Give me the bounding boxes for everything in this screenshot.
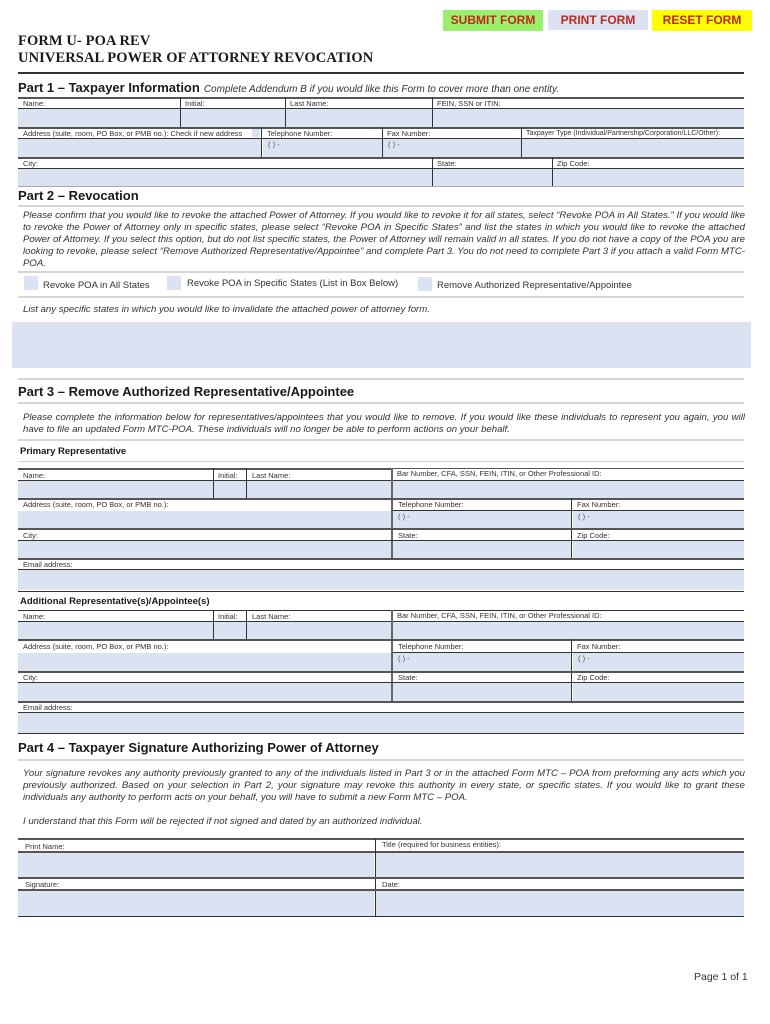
revoke-specific-states-checkbox[interactable]	[167, 276, 181, 290]
taxpayer-address-input[interactable]	[18, 139, 261, 157]
additional-fax-input[interactable]: ( ) -	[573, 653, 744, 671]
part2-instructions: Please confirm that you would like to revoke the attached Power of Attorney. If you would like to revoke it for all states, select “Revoke POA in All States.” If you would like to revoke the Power of Attorney only in specific states, please select “Revoke POA in Specific States” and list the states in which you would like to revoke the attached Power of Attorney. If you select this option, but do not list specific states, the Power of Attorney will remain valid in all states. If you do not have a copy of the POA you are looking to revoke, please select “Remove Authorized Representative/Appointee” and complete Part 3. You do not need to complete Part 3 if you attach a valid Form MTC-POA.	[23, 210, 745, 269]
zip-label: Zip Code:	[572, 531, 744, 541]
fax-label: Fax Number:	[572, 642, 744, 652]
primary-initial-input[interactable]	[214, 481, 246, 498]
part2-title: Part 2 – Revocation	[18, 188, 139, 203]
additional-initial-input[interactable]	[214, 622, 246, 639]
part3-instructions: Please complete the information below for representatives/appointees that you would like to remove. If you would like these individuals to represent you again, you will have to file an updated Form MTC-POA. These individuals will no longer be able to perform actions on your behalf.	[23, 412, 745, 435]
divider	[18, 759, 744, 761]
reset-form-button[interactable]: RESET FORM	[652, 10, 752, 31]
telephone-label: Telephone Number:	[393, 642, 571, 652]
divider	[552, 157, 553, 186]
additional-professional-id-input[interactable]	[393, 622, 744, 639]
taxpayer-fax-input[interactable]: ( ) -	[383, 139, 521, 157]
part3-title: Part 3 – Remove Authorized Representative/Appointee	[18, 384, 355, 399]
date-input[interactable]	[376, 891, 744, 916]
name-label: Name:	[18, 612, 213, 622]
divider	[432, 97, 433, 127]
divider	[18, 528, 744, 530]
page-number: Page 1 of 1	[694, 971, 748, 983]
divider	[18, 186, 744, 187]
primary-telephone-input[interactable]: ( ) -	[393, 511, 571, 528]
telephone-label: Telephone Number:	[262, 129, 382, 139]
additional-representative-title: Additional Representative(s)/Appointee(s)	[20, 596, 210, 607]
revoke-specific-states-label: Revoke POA in Specific States (List in Box Below)	[187, 278, 399, 289]
address-label: Address (suite, room, PO Box, or PMB no.): Check if new address	[18, 129, 261, 139]
taxpayer-zip-input[interactable]	[553, 169, 744, 186]
taxpayer-telephone-input[interactable]: ( ) -	[263, 139, 382, 157]
city-label: City:	[18, 673, 391, 683]
remove-representative-label: Remove Authorized Representative/Appointee	[437, 280, 632, 291]
divider	[18, 639, 744, 641]
primary-representative-title: Primary Representative	[20, 446, 127, 457]
primary-fax-input[interactable]: ( ) -	[573, 511, 744, 528]
professional-id-label: Bar Number, CFA, SSN, FEIN, ITIN, or Other Professional ID:	[392, 469, 744, 479]
part1-title	[18, 80, 559, 95]
taxpayer-type-input[interactable]	[522, 139, 744, 157]
fein-label: FEIN, SSN or ITIN:	[432, 99, 744, 109]
divider	[261, 127, 262, 157]
divider	[246, 468, 247, 498]
address-label: Address (suite, room, PO Box, or PMB no.):	[18, 500, 391, 510]
state-label: State:	[393, 673, 571, 683]
divider	[246, 610, 247, 639]
initial-label: Initial:	[213, 471, 246, 481]
divider	[18, 271, 744, 273]
divider	[521, 127, 522, 157]
last-name-label: Last Name:	[247, 471, 391, 481]
professional-id-label: Bar Number, CFA, SSN, FEIN, ITIN, or Other Professional ID:	[392, 611, 744, 621]
part1-heading: Part 1 – Taxpayer Information	[18, 80, 200, 95]
initial-label: Initial:	[213, 612, 246, 622]
divider	[18, 461, 744, 462]
specific-states-textarea[interactable]	[12, 322, 751, 368]
telephone-label: Telephone Number:	[393, 500, 571, 510]
zip-label: Zip Code:	[552, 159, 744, 169]
divider	[571, 639, 572, 701]
primary-state-input[interactable]	[393, 541, 571, 558]
revoke-all-states-label: Revoke POA in All States	[43, 280, 150, 291]
divider	[18, 402, 744, 404]
email-label: Email address:	[18, 560, 744, 570]
part1-note: Complete Addendum B if you would like this Form to cover more than one entity.	[203, 84, 559, 95]
last-name-label: Last Name:	[285, 99, 432, 109]
submit-form-button[interactable]: SUBMIT FORM	[443, 10, 543, 31]
acknowledgement-text: I understand that this Form will be rejected if not signed and dated by an authorized individual.	[23, 816, 423, 827]
remove-representative-checkbox[interactable]	[418, 277, 432, 291]
new-address-checkbox[interactable]	[252, 129, 260, 137]
divider	[382, 127, 383, 157]
additional-state-input[interactable]	[393, 683, 571, 701]
primary-name-input[interactable]	[18, 481, 213, 498]
initial-label: Initial:	[180, 99, 285, 109]
primary-zip-input[interactable]	[573, 541, 744, 558]
taxpayer-initial-input[interactable]	[181, 109, 285, 127]
divider	[432, 157, 433, 186]
additional-name-input[interactable]	[18, 622, 213, 639]
address-label: Address (suite, room, PO Box, or PMB no.):	[18, 642, 391, 652]
signature-label: Signature:	[20, 880, 374, 890]
form-title: UNIVERSAL POWER OF ATTORNEY REVOCATION	[18, 50, 374, 66]
email-label: Email address:	[18, 703, 744, 713]
state-label: State:	[393, 531, 571, 541]
primary-address-input[interactable]	[18, 511, 391, 528]
form-id: FORM U- POA REV	[18, 33, 151, 49]
divider	[18, 378, 744, 380]
header-divider	[18, 72, 744, 74]
part4-title: Part 4 – Taxpayer Signature Authorizing Power of Attorney	[18, 740, 379, 755]
taxpayer-type-label: Taxpayer Type (Individual/Partnership/Corporation/LLC/Other):	[521, 129, 744, 139]
state-label: State:	[432, 159, 552, 169]
print-form-button[interactable]: PRINT FORM	[548, 10, 648, 30]
additional-address-input[interactable]	[18, 653, 391, 671]
divider	[180, 97, 181, 127]
divider	[18, 439, 744, 441]
revoke-all-states-checkbox[interactable]	[24, 276, 38, 290]
name-label: Name:	[18, 471, 213, 481]
divider	[18, 877, 744, 879]
additional-telephone-input[interactable]: ( ) -	[393, 653, 571, 671]
taxpayer-city-input[interactable]	[18, 169, 432, 186]
divider	[213, 610, 214, 639]
fax-label: Fax Number:	[382, 129, 521, 139]
taxpayer-name-input[interactable]	[18, 109, 180, 127]
additional-zip-input[interactable]	[573, 683, 744, 701]
signature-input[interactable]	[18, 891, 374, 916]
additional-email-input[interactable]	[18, 713, 744, 733]
taxpayer-state-input[interactable]	[433, 169, 552, 186]
divider	[18, 205, 744, 207]
primary-city-input[interactable]	[18, 541, 391, 558]
primary-last-name-input[interactable]	[247, 481, 391, 498]
divider	[18, 733, 744, 734]
part4-instructions: Your signature revokes any authority previously granted to any of the individuals listed in Part 3 or in the attached Form MTC – POA from preforming any acts which you previously authorized. Based on your selection in Part 2, your signature may revoke this authority in every state, or specific states. If you would like to grant these individuals any authority to perform acts on your behalf, you will have to submit a new Form MTC – POA.	[23, 768, 745, 803]
title-label: Title (required for business entities):	[377, 840, 744, 850]
divider	[18, 591, 744, 592]
fax-label: Fax Number:	[572, 500, 744, 510]
zip-label: Zip Code:	[572, 673, 744, 683]
last-name-label: Last Name:	[247, 612, 391, 622]
city-label: City:	[18, 531, 391, 541]
date-label: Date:	[377, 880, 744, 890]
divider	[18, 916, 744, 917]
title-input[interactable]	[376, 853, 744, 877]
additional-city-input[interactable]	[18, 683, 391, 701]
states-prompt: List any specific states in which you would like to invalidate the attached power of attorney form.	[23, 304, 430, 315]
taxpayer-last-name-input[interactable]	[286, 109, 432, 127]
city-label: City:	[18, 159, 432, 169]
divider	[285, 97, 286, 127]
name-label: Name:	[18, 99, 180, 109]
divider	[213, 468, 214, 498]
primary-email-input[interactable]	[18, 570, 744, 590]
print-name-input[interactable]	[18, 853, 374, 877]
divider	[18, 296, 744, 298]
print-name-label: Print Name:	[20, 842, 374, 852]
additional-last-name-input[interactable]	[247, 622, 391, 639]
taxpayer-fein-input[interactable]	[433, 109, 744, 127]
primary-professional-id-input[interactable]	[393, 481, 744, 498]
